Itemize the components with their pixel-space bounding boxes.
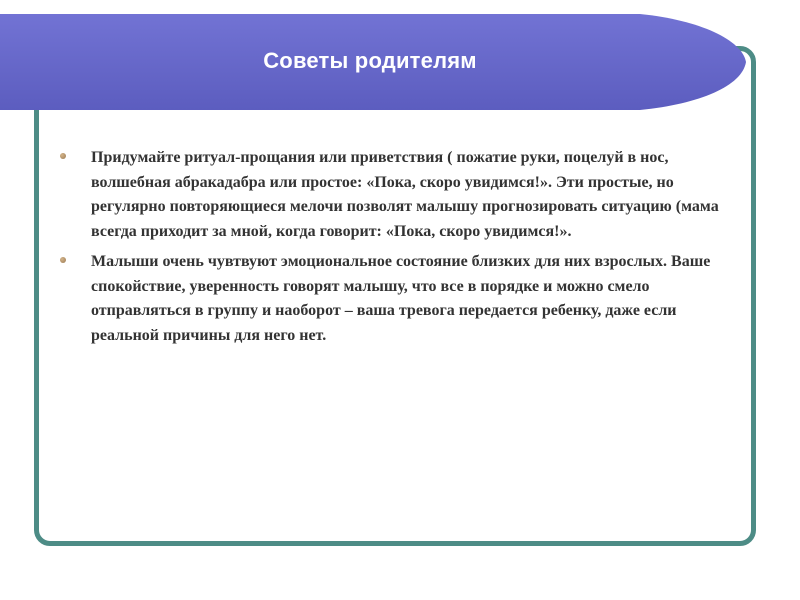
bullet-dot-icon	[60, 257, 66, 263]
list-item	[60, 146, 744, 244]
bullet-dot-icon	[60, 153, 66, 159]
bullet-list	[60, 146, 744, 354]
bullet-text: Малыши очень чувтвуют эмоциональное состояние близких для них взрослых. Ваше спокойствие, уверенность говорят малышу, что все в порядке и можно смело отправляться в группу и наоборот – ваша тревога передается ребенку, даже если реальной причины для него нет.	[91, 253, 711, 344]
list-item	[60, 250, 744, 348]
bullet-text: Придумайте ритуал-прощания или приветствия ( пожатие руки, поцелуй в нос, волшебная абракадабра или простое: «Пока, скоро увидимся!». Эти простые, но регулярно повторяющиеся мелочи позволят малышу прогнозировать ситуацию (мама всегда приходит за мной, когда говорит: «Пока, скоро увидимся!».	[91, 149, 719, 240]
slide-title: Советы родителям	[263, 48, 477, 73]
